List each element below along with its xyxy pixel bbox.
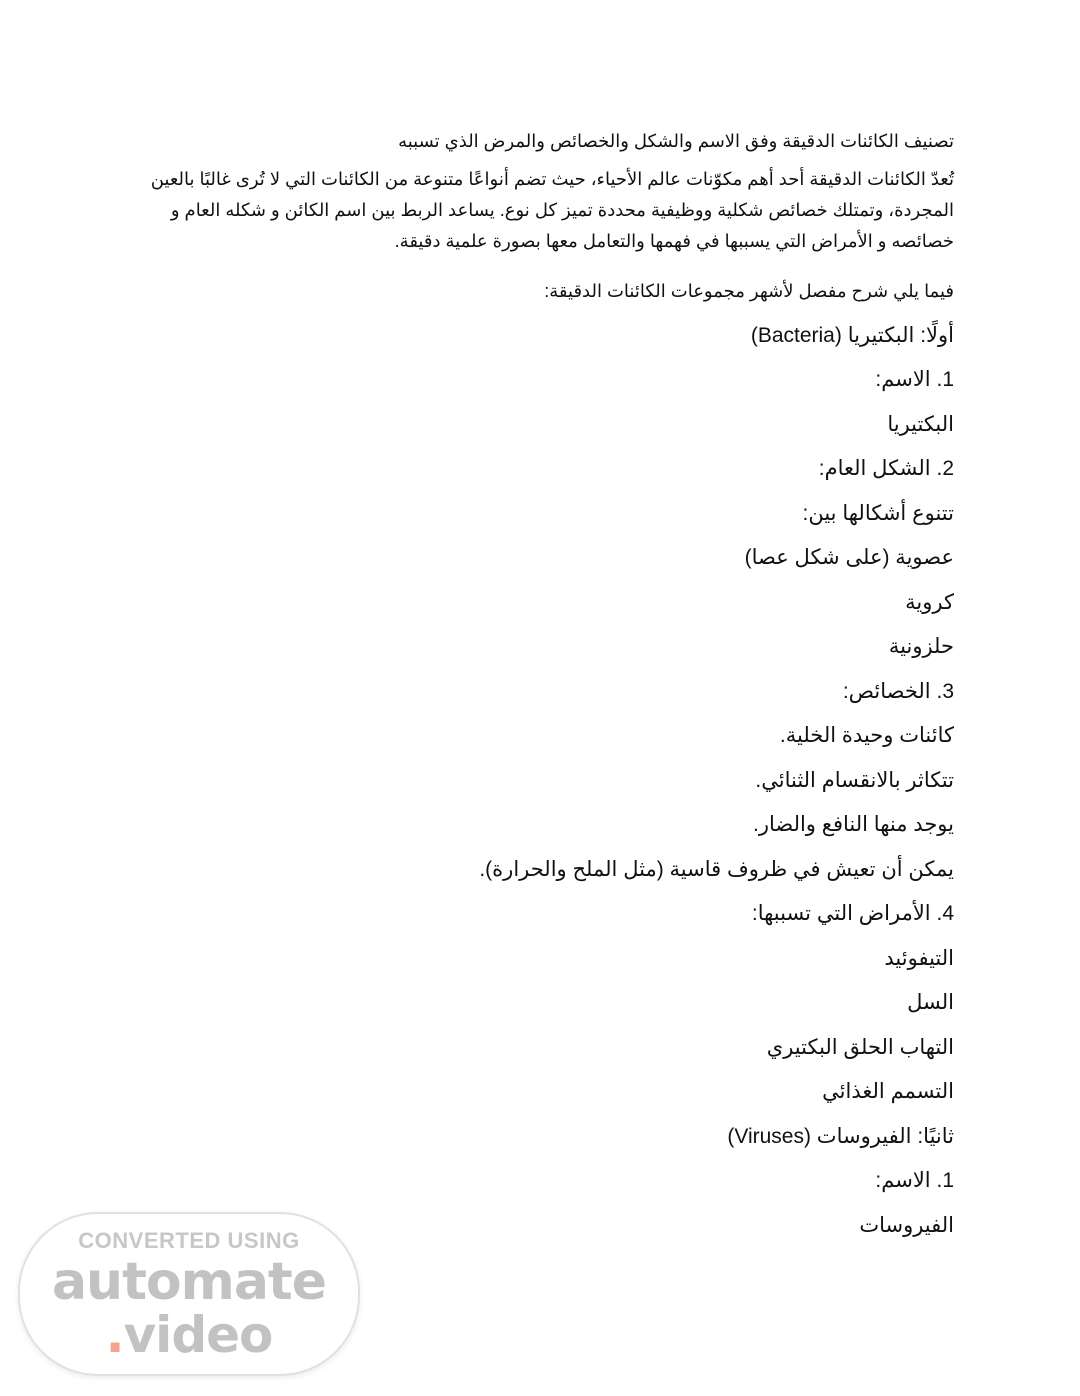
- section-bacteria-heading: أولًا: البكتيريا (Bacteria): [750, 323, 954, 347]
- bacteria-disease-1: التيفوئيد: [884, 946, 954, 970]
- bacteria-trait-2: تتكاثر بالانقسام الثنائي.: [755, 768, 954, 792]
- bacteria-traits-label: 3. الخصائص:: [842, 679, 954, 703]
- bacteria-shape-intro: تتنوع أشكالها بين:: [802, 501, 954, 525]
- bacteria-disease-4: التسمم الغذائي: [822, 1080, 954, 1103]
- watermark-brand-suffix: [20, 1306, 358, 1364]
- bacteria-trait-3: يوجد منها النافع والضار.: [752, 813, 954, 836]
- document-body: [124, 124, 954, 1248]
- watermark-brand-text: automate: [51, 1252, 327, 1312]
- lead-line: فيما يلي شرح مفصل لأشهر مجموعات الكائنات الدقيقة:: [544, 281, 954, 301]
- intro-paragraph: تُعدّ الكائنات الدقيقة أحد أهم مكوّنات عالم الأحياء، حيث تضم أنواعًا متنوعة من الكائنات التي لا تُرى غالبًا بالعين المجردة، وتمتلك خصائص شكلية ووظيفية محددة تميز كل نوع. يساعد الربط بين اسم الكائن و شكله العام و خصائصه و الأمراض التي يسببها في فهمها والتعامل معها بصورة علمية دقيقة.: [150, 169, 954, 251]
- bacteria-shape-rod: عصوية (على شكل عصا): [744, 546, 954, 569]
- watermark-top-text: CONVERTED USING: [78, 1228, 300, 1253]
- watermark-suffix-text: video: [123, 1306, 273, 1364]
- bacteria-disease-2: السل: [907, 991, 954, 1014]
- bacteria-shape-spiral: حلزونية: [888, 635, 954, 658]
- bacteria-diseases-label: 4. الأمراض التي تسببها:: [751, 902, 954, 925]
- bacteria-shape-sphere: كروية: [905, 590, 954, 614]
- bacteria-trait-1: كائنات وحيدة الخلية.: [779, 724, 954, 747]
- bacteria-name-label: 1. الاسم:: [875, 368, 954, 391]
- bacteria-shape-label: 2. الشكل العام:: [818, 457, 954, 480]
- bacteria-trait-4: يمكن أن تعيش في ظروف قاسية (مثل الملح والحرارة).: [479, 857, 954, 881]
- viruses-name-value: الفيروسات: [859, 1213, 954, 1237]
- bacteria-disease-3: التهاب الحلق البكتيري: [766, 1035, 954, 1059]
- document-title: تصنيف الكائنات الدقيقة وفق الاسم والشكل والخصائص والمرض الذي تسببه: [398, 131, 954, 151]
- bacteria-name-value: البكتيريا: [887, 412, 954, 436]
- viruses-name-label: 1. الاسم:: [875, 1169, 954, 1192]
- watermark-badge: [18, 1212, 360, 1376]
- watermark-dot: .: [105, 1306, 124, 1364]
- section-viruses-heading: ثانيًا: الفيروسات (Viruses): [727, 1124, 954, 1148]
